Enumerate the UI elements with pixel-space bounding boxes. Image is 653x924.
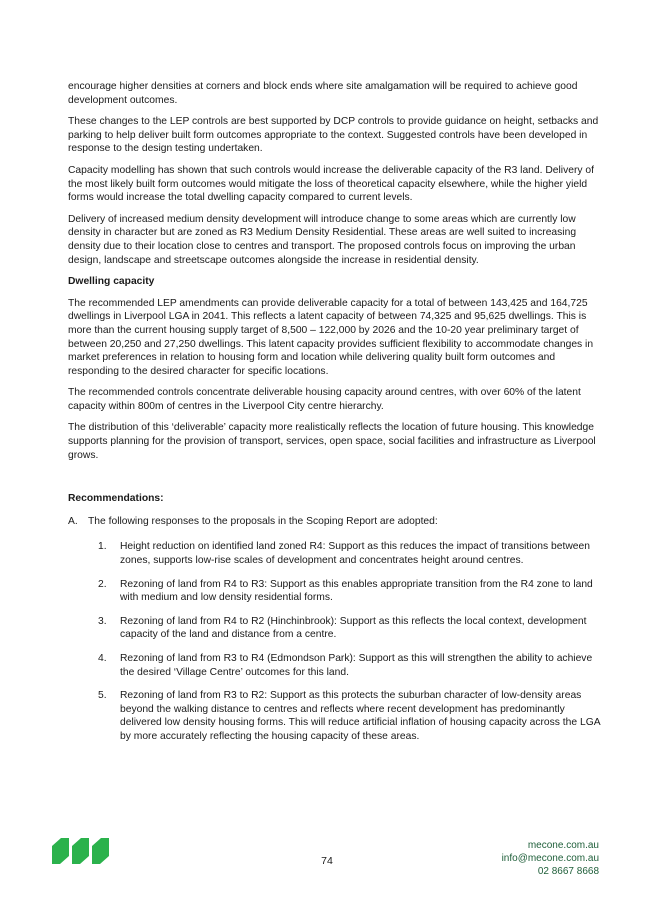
list-item-text: Rezoning of land from R3 to R4 (Edmondson Park): Support as this will strengthen the ability to achieve the desired ‘Village Centre’ outcomes for this land. bbox=[120, 653, 593, 678]
list-item bbox=[68, 540, 603, 567]
list-item bbox=[68, 578, 603, 605]
page-content bbox=[68, 80, 603, 754]
list-item-marker: 3. bbox=[98, 615, 107, 627]
list-item bbox=[68, 615, 603, 642]
list-item-text: Rezoning of land from R4 to R2 (Hinchinbrook): Support as this reflects the local context, development capacity of the land and distance from a centre. bbox=[120, 615, 587, 641]
paragraph-intro-2: These changes to the LEP controls are best supported by DCP controls to provide guidance on height, setbacks and parking to help deliver built form outcomes appropriate to the context. Suggested controls have been developed in response to the design testing undertaken. bbox=[68, 116, 599, 155]
paragraph-intro-4: Delivery of increased medium density development will introduce change to some areas which are currently low density in character but are zoned as R3 Medium Density Residential. These areas are well suited to increasing density due to their location close to centres and transport. The proposed controls focus on improving the urban design, landscape and streetscape outcomes alongside the increase in residential density. bbox=[68, 213, 577, 266]
page-number: 74 bbox=[321, 855, 333, 867]
website-link[interactable]: mecone.com.au bbox=[527, 840, 599, 851]
list-item bbox=[68, 689, 603, 743]
paragraph-dwelling-1: The recommended LEP amendments can provide deliverable capacity for a total of between 143,425 and 164,725 dwellings in Liverpool LGA in 2041. This reflects a latent capacity of between 74,325 and 95,625 dwellings. This is more than the current housing supply target of 8,500 – 122,000 by 2026 and the 10-20 year preliminary target of between 20,250 and 27,250 dwellings. This latent capacity provides sufficient flexibility to accommodate changes in market preferences in relation to housing form and location while delivering quality built form outcomes and responding to the desired character for specific locations. bbox=[68, 297, 594, 377]
list-item-text: Rezoning of land from R3 to R2: Support as this protects the suburban character of low-density areas beyond the walking distance to centres and reflects where recent development has predominantly delivered low density housing forms. This will reduce artificial inflation of housing capacity across the LGA by more accurately reflecting the housing capacity of these areas. bbox=[120, 690, 600, 742]
paragraph-dwelling-2: The recommended controls concentrate deliverable housing capacity around centres, with over 60% of the latent capacity within 800m of centres in the Liverpool City centre hierarchy. bbox=[68, 387, 581, 412]
phone-number: 02 8667 8668 bbox=[537, 866, 599, 877]
list-item-text: Height reduction on identified land zoned R4: Support as this reduces the impact of transitions between zones, supports low-rise scales of development and concentrates height around centres. bbox=[120, 541, 590, 567]
paragraph-intro-3: Capacity modelling has shown that such controls would increase the deliverable capacity of the R3 land. Delivery of the most likely built form outcomes would mitigate the loss of theoretical capacity elsewhere, while the higher yield forms would increase the total dwelling capacity compared to current levels. bbox=[68, 164, 594, 204]
recommendation-a-marker: A. bbox=[68, 515, 78, 527]
list-item-marker: 5. bbox=[98, 690, 107, 702]
recommendation-a-text: The following responses to the proposals in the Scoping Report are adopted: bbox=[88, 515, 438, 527]
list-item-text: Rezoning of land from R4 to R3: Support as this enables appropriate transition from the R4 zone to land with medium and low density residential forms. bbox=[120, 578, 593, 604]
dwelling-capacity-heading: Dwelling capacity bbox=[68, 276, 155, 288]
recommendation-sub-list bbox=[68, 540, 603, 743]
recommendations-heading: Recommendations: bbox=[68, 493, 164, 505]
paragraph-dwelling-3: The distribution of this ‘deliverable’ capacity more realistically reflects the location of future housing. This knowledge supports planning for the provision of transport, services, open space, social facilities and infrastructure as Liverpool grows. bbox=[68, 422, 596, 461]
recommendation-a bbox=[68, 515, 603, 529]
list-item bbox=[68, 652, 603, 679]
list-item-marker: 1. bbox=[98, 541, 107, 553]
email-link[interactable]: info@mecone.com.au bbox=[501, 853, 599, 864]
list-item-marker: 4. bbox=[98, 653, 107, 664]
contact-block bbox=[502, 839, 599, 878]
list-item-marker: 2. bbox=[98, 578, 107, 590]
mecone-logo-icon bbox=[52, 836, 110, 866]
paragraph-intro-1: encourage higher densities at corners and block ends where site amalgamation will be required to achieve good development outcomes. bbox=[68, 81, 578, 106]
